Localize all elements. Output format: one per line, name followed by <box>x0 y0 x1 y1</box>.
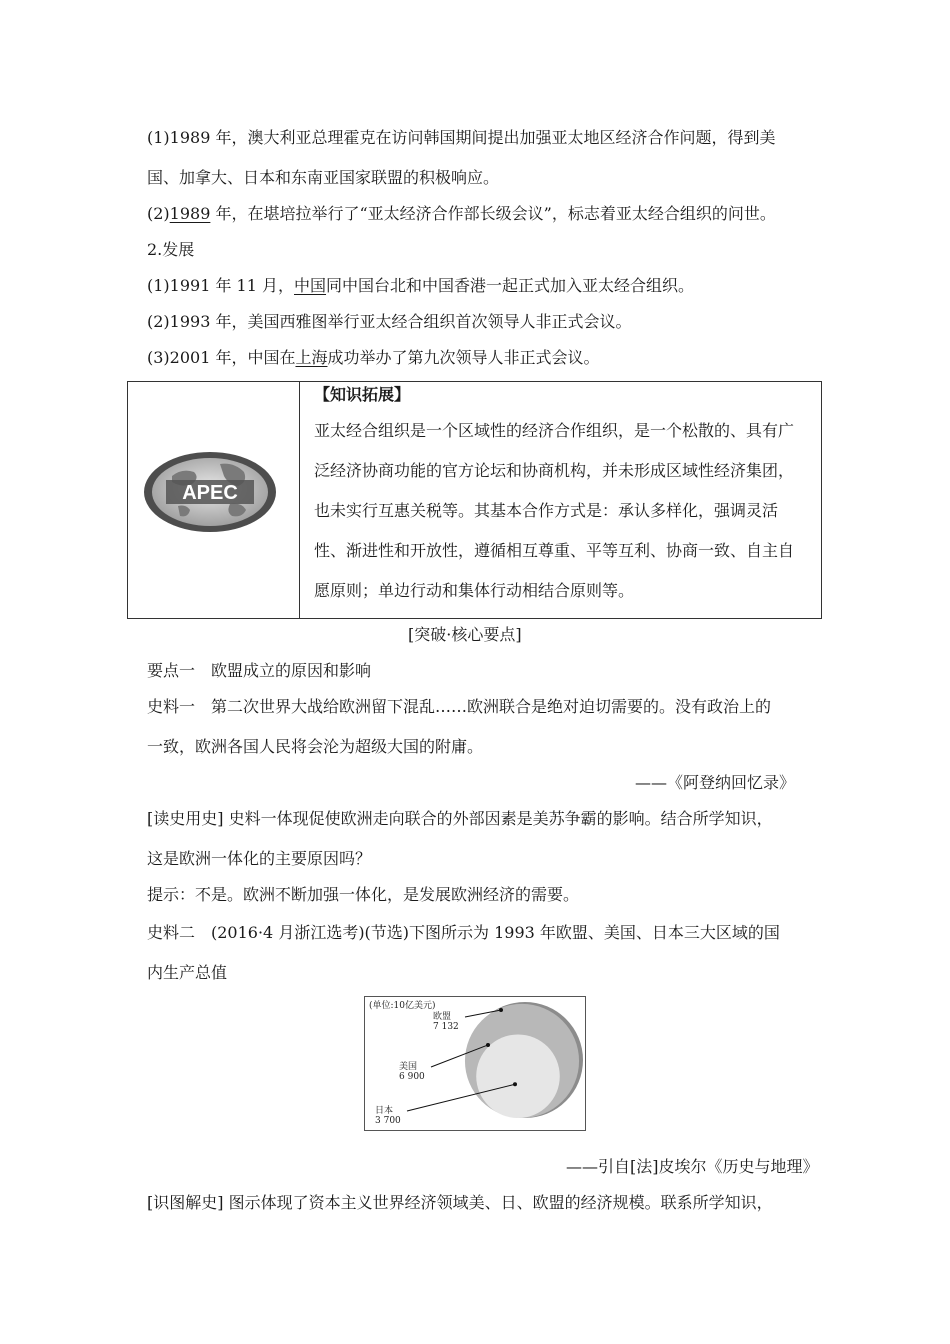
text-line: [识图解史] 图示体现了资本主义世界经济领域美、日、欧盟的经济规模。联系所学知识， <box>147 1193 773 1212</box>
gdp-series-value: 6 900 <box>399 1072 425 1082</box>
box-line: 愿原则；单边行动和集体行动相结合原则等。 <box>314 581 635 600</box>
text-line: [读史用史] 史料一体现促使欧洲走向联合的外部因素是美苏争霸的影响。结合所学知识， <box>147 809 773 828</box>
point-heading: 要点一 欧盟成立的原因和影响 <box>147 661 372 680</box>
gdp-leader-dot <box>499 1008 503 1012</box>
box-line: 泛经济协商功能的官方论坛和协商机构，并未形成区域性经济集团， <box>314 461 795 480</box>
citation: ——《阿登纳回忆录》 <box>635 773 796 792</box>
section-heading: [突破·核心要点] <box>408 625 522 644</box>
text-line: 史料二 (2016·4 月浙江选考)(节选)下图所示为 1993 年欧盟、美国、日本三大区域的国 <box>147 923 780 942</box>
apec-logo-text: APEC <box>182 482 238 504</box>
text-line: 内生产总值 <box>147 963 228 982</box>
gdp-leader-dot <box>513 1082 517 1086</box>
gdp-series-name: 日本 <box>375 1106 394 1116</box>
box-line: 也未实行互惠关税等。其基本合作方式是：承认多样化，强调灵活 <box>314 501 779 520</box>
item-prefix: (1)1991 年 11 月， <box>147 276 295 295</box>
underlined-year: 1989 <box>169 204 211 223</box>
item-text: 同中国台北和中国香港一起正式加入亚太经合组织。 <box>326 276 695 295</box>
gdp-series-value: 7 132 <box>433 1022 459 1032</box>
section-heading: 2.发展 <box>147 240 195 259</box>
knowledge-box <box>127 381 822 619</box>
text-line <box>147 203 776 225</box>
gdp-chart <box>364 996 586 1131</box>
text-line: 国、加拿大、日本和东南亚国家联盟的积极响应。 <box>147 168 500 187</box>
apec-logo <box>142 450 278 538</box>
box-title: 【知识拓展】 <box>314 385 411 404</box>
knowledge-text <box>312 382 812 606</box>
item-prefix: (3)2001 年，中国在 <box>147 348 296 367</box>
item-prefix: (2) <box>147 204 170 223</box>
text-line: 这是欧洲一体化的主要原因吗？ <box>147 849 372 868</box>
gdp-bubble-jp <box>476 1034 560 1118</box>
underlined-term: 中国 <box>294 276 327 295</box>
item-text: 年，在堪培拉举行了“亚太经济合作部长级会议”，标志着亚太经合组织的问世。 <box>210 204 776 223</box>
gdp-leader-dot <box>486 1043 490 1047</box>
text-line <box>147 347 600 369</box>
text-line: (2)1993 年，美国西雅图举行亚太经合组织首次领导人非正式会议。 <box>147 312 632 331</box>
gdp-series-name: 欧盟 <box>433 1012 452 1022</box>
underlined-term: 上海 <box>295 348 328 367</box>
box-line: 性、渐进性和开放性，遵循相互尊重、平等互利、协商一致、自主自 <box>314 541 795 560</box>
chart-unit-label: (单位:10亿美元) <box>369 1001 436 1011</box>
gdp-series-value: 3 700 <box>375 1116 401 1126</box>
hint-line: 提示：不是。欧洲不断加强一体化，是发展欧洲经济的需要。 <box>147 885 580 904</box>
text-line: 史料一 第二次世界大战给欧洲留下混乱……欧洲联合是绝对迫切需要的。没有政治上的 <box>147 697 772 716</box>
citation: ——引自[法]皮埃尔《历史与地理》 <box>566 1157 819 1176</box>
gdp-series-name: 美国 <box>399 1062 418 1072</box>
text-line <box>147 275 694 297</box>
box-line: 亚太经合组织是一个区域性的经济合作组织，是一个松散的、具有广 <box>314 421 795 440</box>
gdp-chart-svg <box>365 997 585 1130</box>
item-text: 成功举办了第九次领导人非正式会议。 <box>327 348 600 367</box>
text-line: 一致，欧洲各国人民将会沦为超级大国的附庸。 <box>147 737 484 756</box>
box-divider <box>299 382 300 618</box>
text-line: (1)1989 年，澳大利亚总理霍克在访问韩国期间提出加强亚太地区经济合作问题，得到美 <box>147 128 776 147</box>
